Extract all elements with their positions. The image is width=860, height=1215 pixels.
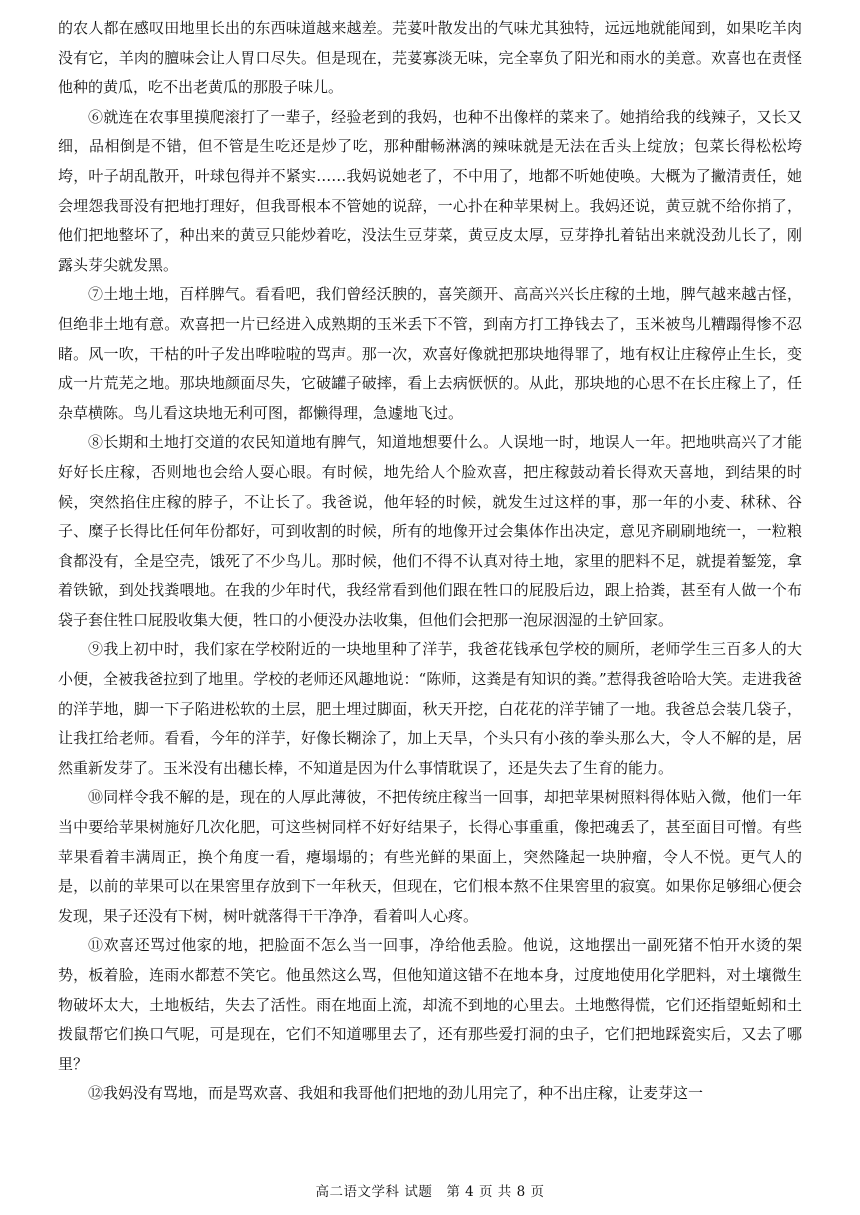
paragraph-6: ⑥就连在农事里摸爬滚打了一辈子，经验老到的我妈，也种不出像样的菜来了。她捎给我的线辣子，又长又细，品相倒是不错，但不管是生吃还是炒了吃，那种酣畅淋漓的辣味就是无法在舌头上绽放；包菜长得松松垮垮，叶子胡乱散开，叶球包得并不紧实……我妈说她老了，不中用了，地都不听她使唤。大概为了撇清责任，她会埋怨我哥没有把地打理好，但我哥根本不管她的说辞，一心扑在种苹果树上。我妈还说，黄豆就不给你捎了，他们把地整坏了，种出来的黄豆只能炒着吃，没法生豆芽菜，黄豆皮太厚，豆芽挣扎着钻出来就没劲儿长了，刚露头芽尖就发黑。 [58,107,802,274]
paragraph-12: ⑫我妈没有骂地，而是骂欢喜、我姐和我哥他们把地的劲儿用完了，种不出庄稼，让麦芽这一 [88,1084,704,1103]
paragraph-11: ⑪欢喜还骂过他家的地，把脸面不怎么当一回事，净给他丢脸。他说，这地摆出一副死猪不怕开水烫的架势，板着脸，连雨水都惹不笑它。他虽然这么骂，但他知道这错不在地本身，过度地使用化学肥料，对土壤微生物破坏太大，土地板结，失去了活性。雨在地面上流，却流不到地的心里去。土地憋得慌，它们还指望蚯蚓和土拨鼠帮它们换口气呢，可是现在，它们不知道哪里去了，还有那些爱打洞的虫子，它们把地踩瓷实后，又去了哪里？ [58,936,802,1073]
document-page [58,14,802,1109]
paragraph-8: ⑧长期和土地打交道的农民知道地有脾气，知道地想要什么。人误地一时，地误人一年。把地哄高兴了才能好好长庄稼，否则地也会给人耍心眼。有时候，地先给人个脸欢喜，把庄稼鼓动着长得欢天喜地，到结果的时候，突然掐住庄稼的脖子，不让长了。我爸说，他年轻的时候，就发生过这样的事，那一年的小麦、秫秫、谷子、糜子长得比任何年份都好，可到收割的时候，所有的地像开过会集体作出决定，意见齐刷刷地统一，一粒粮食都没有，全是空壳，饿死了不少鸟儿。那时候，他们不得不认真对待土地，家里的肥料不足，就提着錾笼，拿着铁锨，到处找粪喂地。在我的少年时代，我经常看到他们跟在牲口的屁股后边，跟上拾粪，甚至有人做一个布袋子套住牲口屁股收集大便，牲口的小便没办法收集，但他们会把那一泡尿洇湿的土铲回家。 [58,433,802,629]
paragraph-7: ⑦土地土地，百样脾气。看看吧，我们曾经沃腴的，喜笑颜开、高高兴兴长庄稼的土地，脾气越来越古怪，但绝非土地有意。欢喜把一片已经进入成熟期的玉米丢下不管，到南方打工挣钱去了，玉米被鸟儿糟蹋得惨不忍睹。风一吹，干枯的叶子发出哗啦啦的骂声。那一次，欢喜好像就把那块地得罪了，地有权让庄稼停止生长，变成一片荒芜之地。那块地颜面尽失，它破罐子破摔，看上去病恹恹的。从此，那块地的心思不在长庄稼上了，任杂草横陈。鸟儿看这块地无利可图，都懒得理，急遽地飞过。 [58,285,802,422]
paragraph-10: ⑩同样令我不解的是，现在的人厚此薄彼，不把传统庄稼当一回事，却把苹果树照料得体贴入微，他们一年当中要给苹果树施好几次化肥，可这些树同样不好好结果子，长得心事重重，像把魂丢了，甚至面目可憎。有些苹果看着丰满周正，换个角度一看，瘪塌塌的；有些光鲜的果面上，突然隆起一块肿瘤，令人不悦。更气人的是，以前的苹果可以在果窖里存放到下一年秋天，但现在，它们根本熬不住果窖里的寂寞。如果你足够细心便会发现，果子还没有下树，树叶就落得干干净净，看着叫人心疼。 [58,788,802,925]
page-footer: 高二语文学科 试题 第 4 页 共 8 页 [315,1184,545,1200]
paragraph-9: ⑨我上初中时，我们家在学校附近的一块地里种了洋芋，我爸花钱承包学校的厕所，老师学生三百多人的大小便，全被我爸拉到了地里。学校的老师还风趣地说：“陈师，这粪是有知识的粪。”惹得我爸哈哈大笑。走进我爸的洋芋地，脚一下子陷进松软的土层，肥土埋过脚面，秋天开挖，白花花的洋芋铺了一地。我爸总会装几袋子，让我扛给老师。看看，今年的洋芋，好像长糊涂了，加上天旱，个头只有小孩的拳头那么大，令人不解的是，居然重新发芽了。玉米没有出穗长棒，不知道是因为什么事情耽误了，还是失去了生育的能力。 [58,640,802,777]
paragraph-continuation: 的农人都在感叹田地里长出的东西味道越来越差。芫荽叶散发出的气味尤其独特，远远地就能闻到，如果吃羊肉没有它，羊肉的膻味会让人胃口尽失。但是现在，芫荽寡淡无味，完全辜负了阳光和雨水的美意。欢喜也在责怪他种的黄瓜，吃不出老黄瓜的那股子味儿。 [58,19,802,97]
